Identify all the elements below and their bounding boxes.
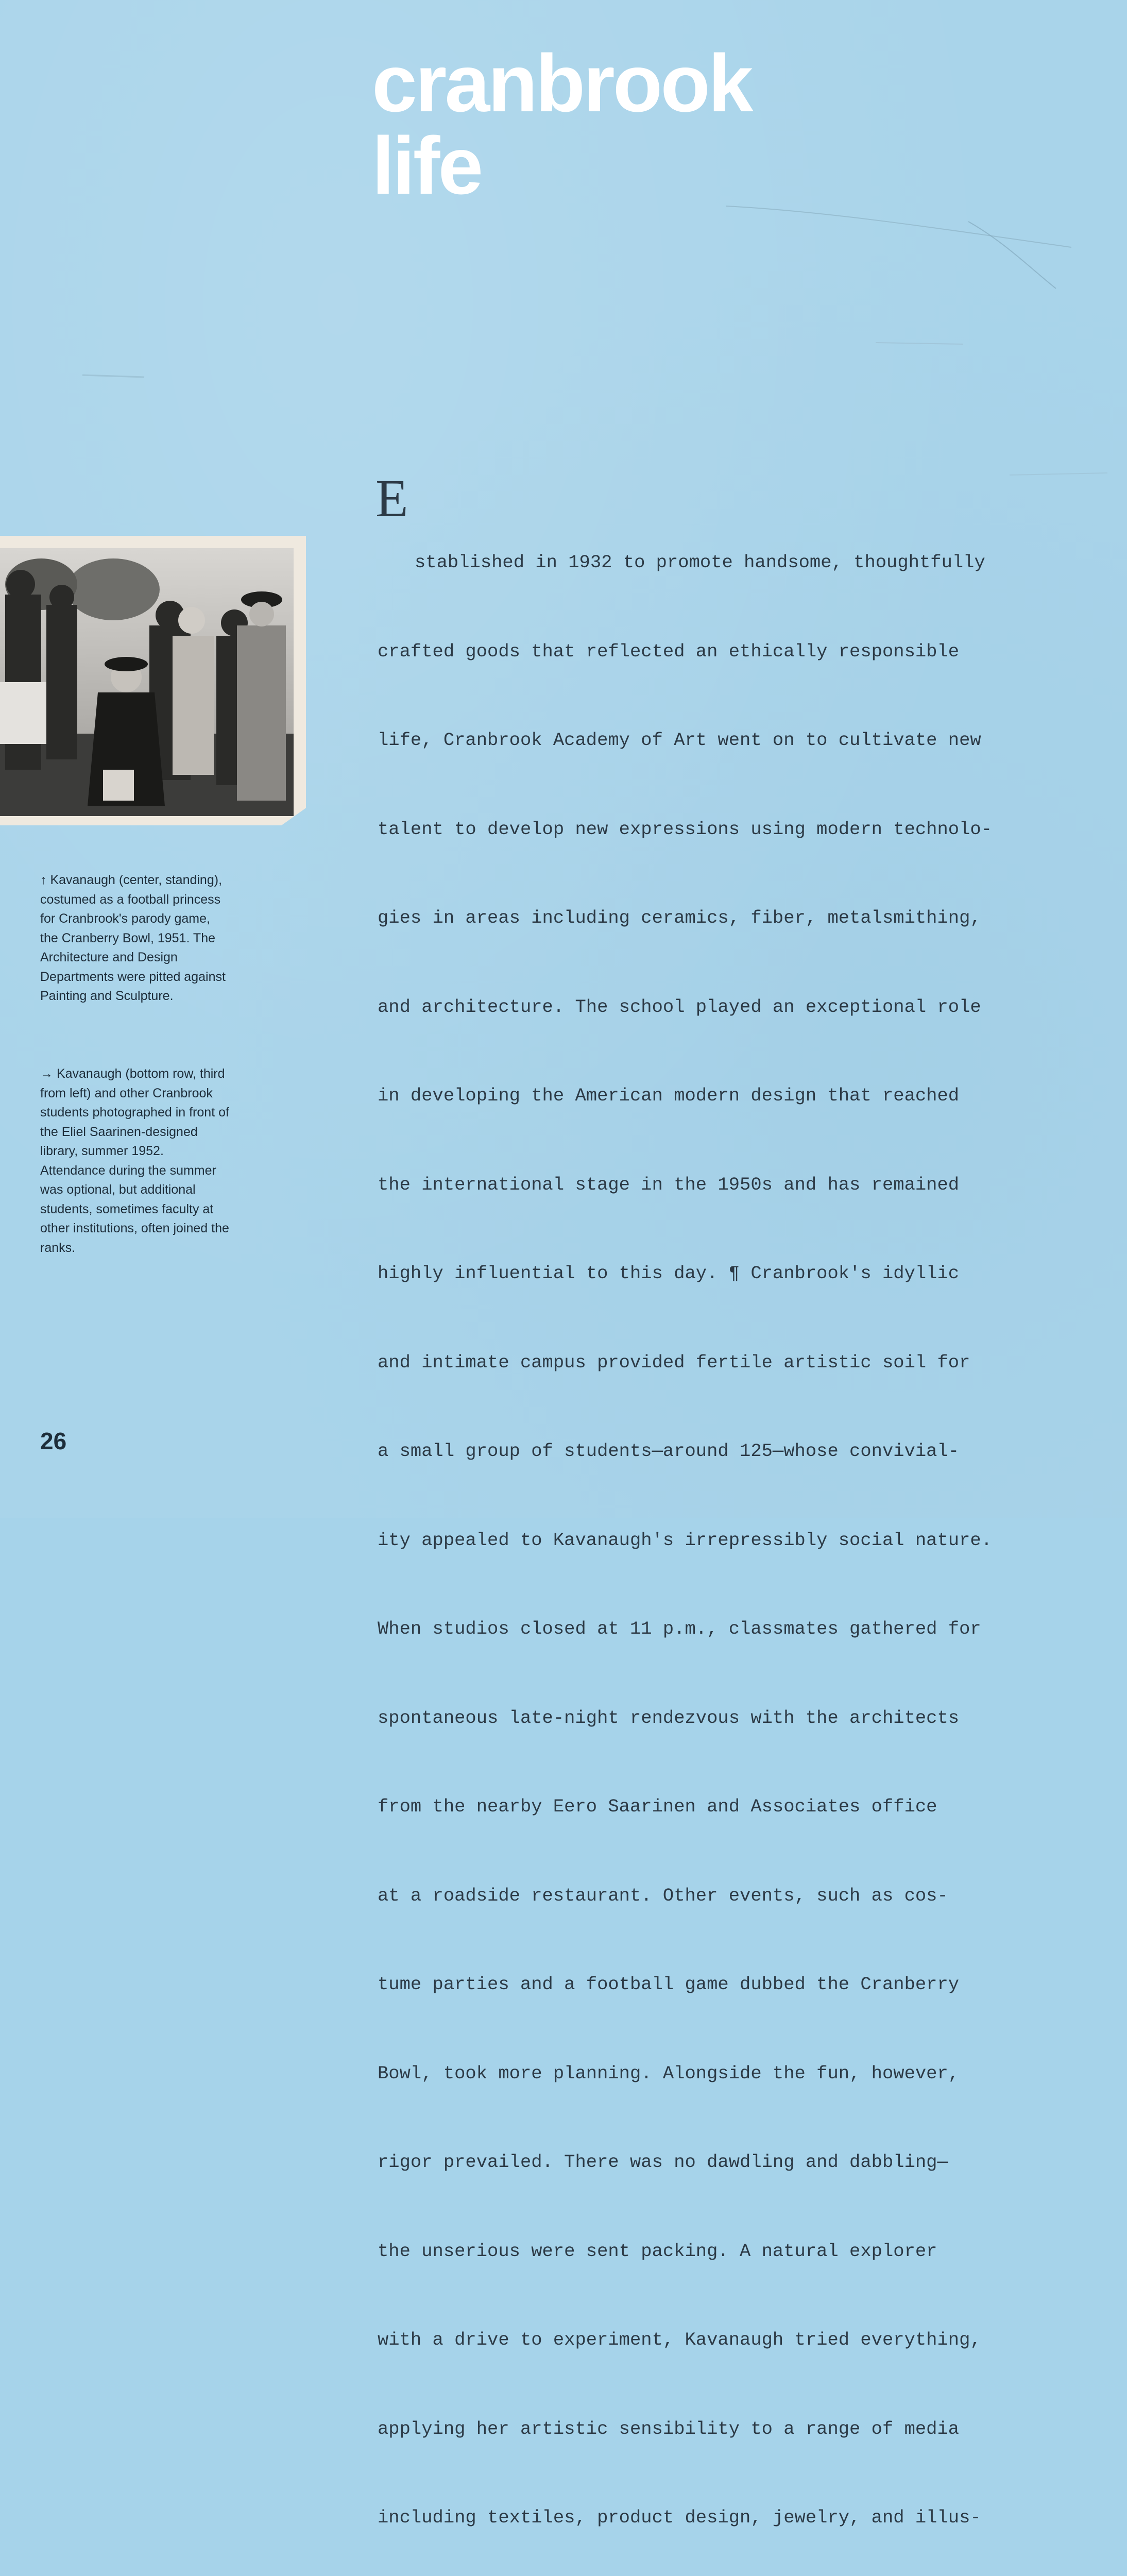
- body-line: applying her artistic sensibility to a range of media: [378, 2418, 960, 2439]
- title-line-1: cranbrook: [372, 38, 752, 129]
- body-line: talent to develop new expressions using modern technolo-: [378, 818, 992, 840]
- caption-text: Kavanaugh (center, standing), costumed as a football princess for Cranbrook's parody game, the Cranberry Bowl, 1951. The Architecture and Design Departments were pitted against Painting and Sculpture.: [40, 873, 226, 1003]
- body-line: the unserious were sent packing. A natural explorer: [378, 2240, 937, 2262]
- body-line: in developing the American modern design that reached: [378, 1085, 960, 1106]
- body-line: and intimate campus provided fertile artistic soil for: [378, 1351, 970, 1373]
- page-title: [372, 38, 752, 211]
- body-line: the international stage in the 1950s and has remained: [378, 1174, 960, 1195]
- body-line: When studios closed at 11 p.m., classmates gathered for: [378, 1618, 981, 1639]
- body-line: and architecture. The school played an exceptional role: [378, 996, 981, 1018]
- body-line: ity appealed to Kavanaugh's irrepressibly social nature.: [378, 1529, 992, 1551]
- up-arrow-icon: ↑: [40, 873, 47, 887]
- drop-cap: E: [375, 469, 408, 528]
- body-line: Bowl, took more planning. Alongside the fun, however,: [378, 2062, 960, 2084]
- body-line: gies in areas including ceramics, fiber, metalsmithing,: [378, 907, 981, 928]
- caption-text: Kavanaugh (bottom row, third from left) and other Cranbrook students photographed in front of the Eliel Saarinen-designed library, summer 1952. Attendance during the summer was optional, but additional students, sometimes faculty at other institutions, often joined the ranks.: [40, 1066, 229, 1255]
- body-line: with a drive to experiment, Kavanaugh tried everything,: [378, 2329, 981, 2350]
- body-line: life, Cranbrook Academy of Art went on to cultivate new: [378, 730, 981, 751]
- page-number: 26: [40, 1428, 67, 1454]
- title-line-2: life: [372, 121, 482, 211]
- photo-caption-above: [40, 871, 231, 1006]
- body-line: from the nearby Eero Saarinen and Associates office: [378, 1796, 937, 1817]
- photo-caption-right: [40, 1064, 231, 1258]
- photo-image-icon: [0, 548, 294, 816]
- body-line: rigor prevailed. There was no dawdling and dabbling—: [378, 2151, 948, 2173]
- body-line: tume parties and a football game dubbed the Cranberry: [378, 1974, 960, 1995]
- body-line: crafted goods that reflected an ethically responsible: [378, 640, 960, 662]
- body-line: stablished in 1932 to promote handsome, thoughtfully: [415, 552, 985, 573]
- body-line: including textiles, product design, jewelry, and illus-: [378, 2507, 981, 2528]
- right-arrow-icon: →: [40, 1066, 53, 1081]
- body-line: at a roadside restaurant. Other events, such as cos-: [378, 1885, 948, 1906]
- body-text: [378, 488, 1068, 2576]
- body-line: highly influential to this day. ¶ Cranbrook's idyllic: [378, 1263, 960, 1284]
- body-line: spontaneous late-night rendezvous with the architects: [378, 1707, 960, 1728]
- archival-photo: [0, 536, 306, 825]
- body-line: a small group of students—around 125—whose convivial-: [378, 1440, 960, 1462]
